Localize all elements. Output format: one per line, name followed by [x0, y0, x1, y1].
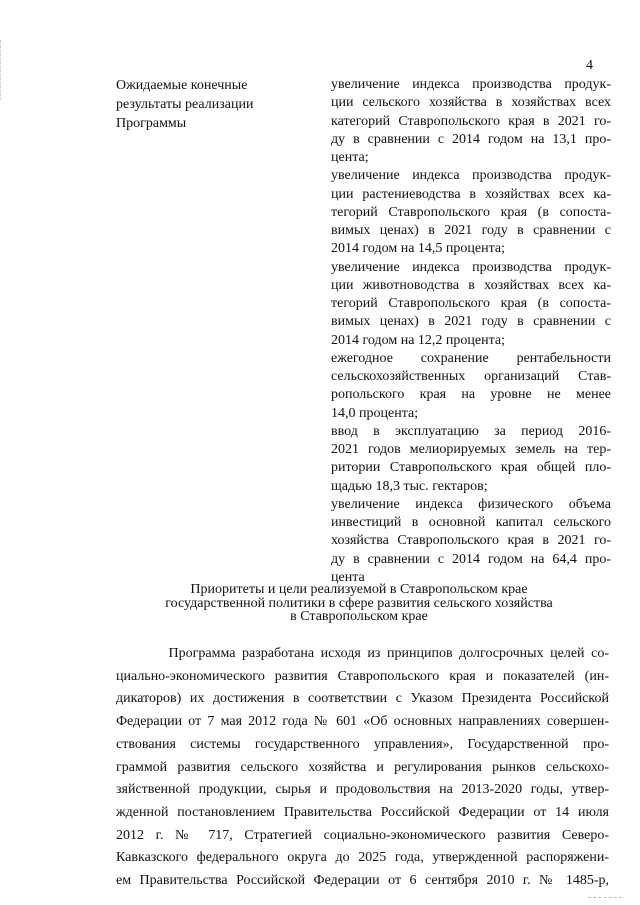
result-item [331, 423, 611, 496]
text-line: увеличение индекса производства продук- [331, 168, 611, 184]
paragraph-line: Федерации от 7 мая 2012 года № 601 «Об основных направлениях совершен- [116, 714, 609, 730]
text-line: вимых ценах) в 2021 году в сравнении с [331, 223, 611, 238]
heading-line: Приоритеты и цели реализуемой в Ставропольском крае [190, 582, 528, 597]
text-line: инвестиций в основной капитал сельского [331, 515, 611, 530]
text-line: щадью 18,3 тыс. гектаров; [331, 478, 488, 494]
paragraph-line: граммой развития сельского хозяйства и регулирования рынков сельскохо- [116, 759, 609, 775]
text-line: хозяйства Ставропольского края в 2021 го- [331, 533, 611, 549]
text-line: ввод в эксплуатацию за период 2016- [331, 423, 611, 439]
text-line: сельскохозяйственных организаций Став- [331, 369, 611, 384]
text-line: увеличение индекса производства продук- [331, 77, 611, 92]
result-item [331, 496, 611, 587]
scan-footer-mark [588, 897, 622, 898]
text-line: тегорий Ставропольского края (в сопоста- [331, 296, 611, 311]
paragraph-line: Программа разработана исходя из принципов долгосрочных целей со- [116, 646, 609, 661]
text-line: ду в сравнении с 2014 годом на 13,1 про- [331, 131, 611, 147]
text-line: ритории Ставропольского края общей пло- [331, 460, 611, 476]
text-line: увеличение индекса физического объема [331, 496, 611, 512]
text-line: увеличение индекса производства продук- [331, 259, 611, 275]
text-line: ежегодное сохранение рентабельности [331, 350, 611, 366]
text-line: 2021 годов мелиорируемых земель на тер- [331, 442, 611, 457]
heading-line: в Ставропольском крае [290, 609, 428, 624]
paragraph-line: дикаторов) их достижения в соответствии с Указом Президента Российской [116, 691, 609, 707]
text-line: цента [331, 569, 365, 585]
result-item [331, 76, 611, 167]
section-paragraph [116, 643, 609, 893]
text-line: ропольского края на уровне не менее [331, 387, 611, 403]
text-line: тегорий Ставропольского края (в сопоста- [331, 204, 611, 220]
expected-results-list [331, 76, 611, 587]
paragraph-line: Кавказского федерального округа до 2025 года, утвержденной распоряжени- [116, 850, 609, 866]
text-line: ции растениеводства в хозяйствах всех ка- [331, 186, 611, 202]
label-line: Ожидаемые конечные [116, 78, 248, 93]
text-line: ду в сравнении с 2014 годом на 64,4 про- [331, 551, 611, 567]
paragraph-line: зяйственной продукции, сырья и продовольствия на 2013-2020 годы, утвер- [116, 782, 609, 798]
result-item [331, 167, 611, 258]
paragraph-line: ем Правительства Российской Федерации от 6 сентября 2010 г. № 1485-р, [116, 873, 609, 889]
text-line: цента; [331, 150, 369, 165]
text-line: категорий Ставропольского края в 2021 го- [331, 113, 611, 129]
paragraph-line: ствования системы государственного управления», Государственной про- [116, 736, 609, 752]
text-line: ции животноводства в хозяйствах всех ка- [331, 277, 611, 293]
page-number: 4 [586, 58, 593, 73]
heading-line: государственной политики в сфере развития сельского хозяйства [165, 595, 553, 611]
scan-edge-mark [0, 40, 4, 100]
label-line: Программы [116, 116, 187, 131]
text-line: 2014 годом на 14,5 процента; [331, 241, 505, 257]
result-item [331, 350, 611, 423]
text-line: 2014 годом на 12,2 процента; [331, 332, 505, 348]
result-item [331, 259, 611, 350]
expected-results-label [116, 76, 286, 133]
text-line: ции сельского хозяйства в хозяйствах всех [331, 95, 611, 111]
section-heading [126, 583, 592, 624]
paragraph-line: жденной постановлением Правительства Российской Федерации от 14 июля [116, 804, 609, 820]
text-line: 14,0 процента; [331, 405, 419, 421]
text-line: вимых ценах) в 2021 году в сравнении с [331, 314, 611, 330]
paragraph-line: циально-экономического развития Ставропольского края и показателей (ин- [116, 668, 609, 684]
label-line: результаты реализации [116, 97, 254, 112]
paragraph-line: 2012 г. № 717, Стратегией социально-экономического развития Северо- [116, 827, 609, 843]
